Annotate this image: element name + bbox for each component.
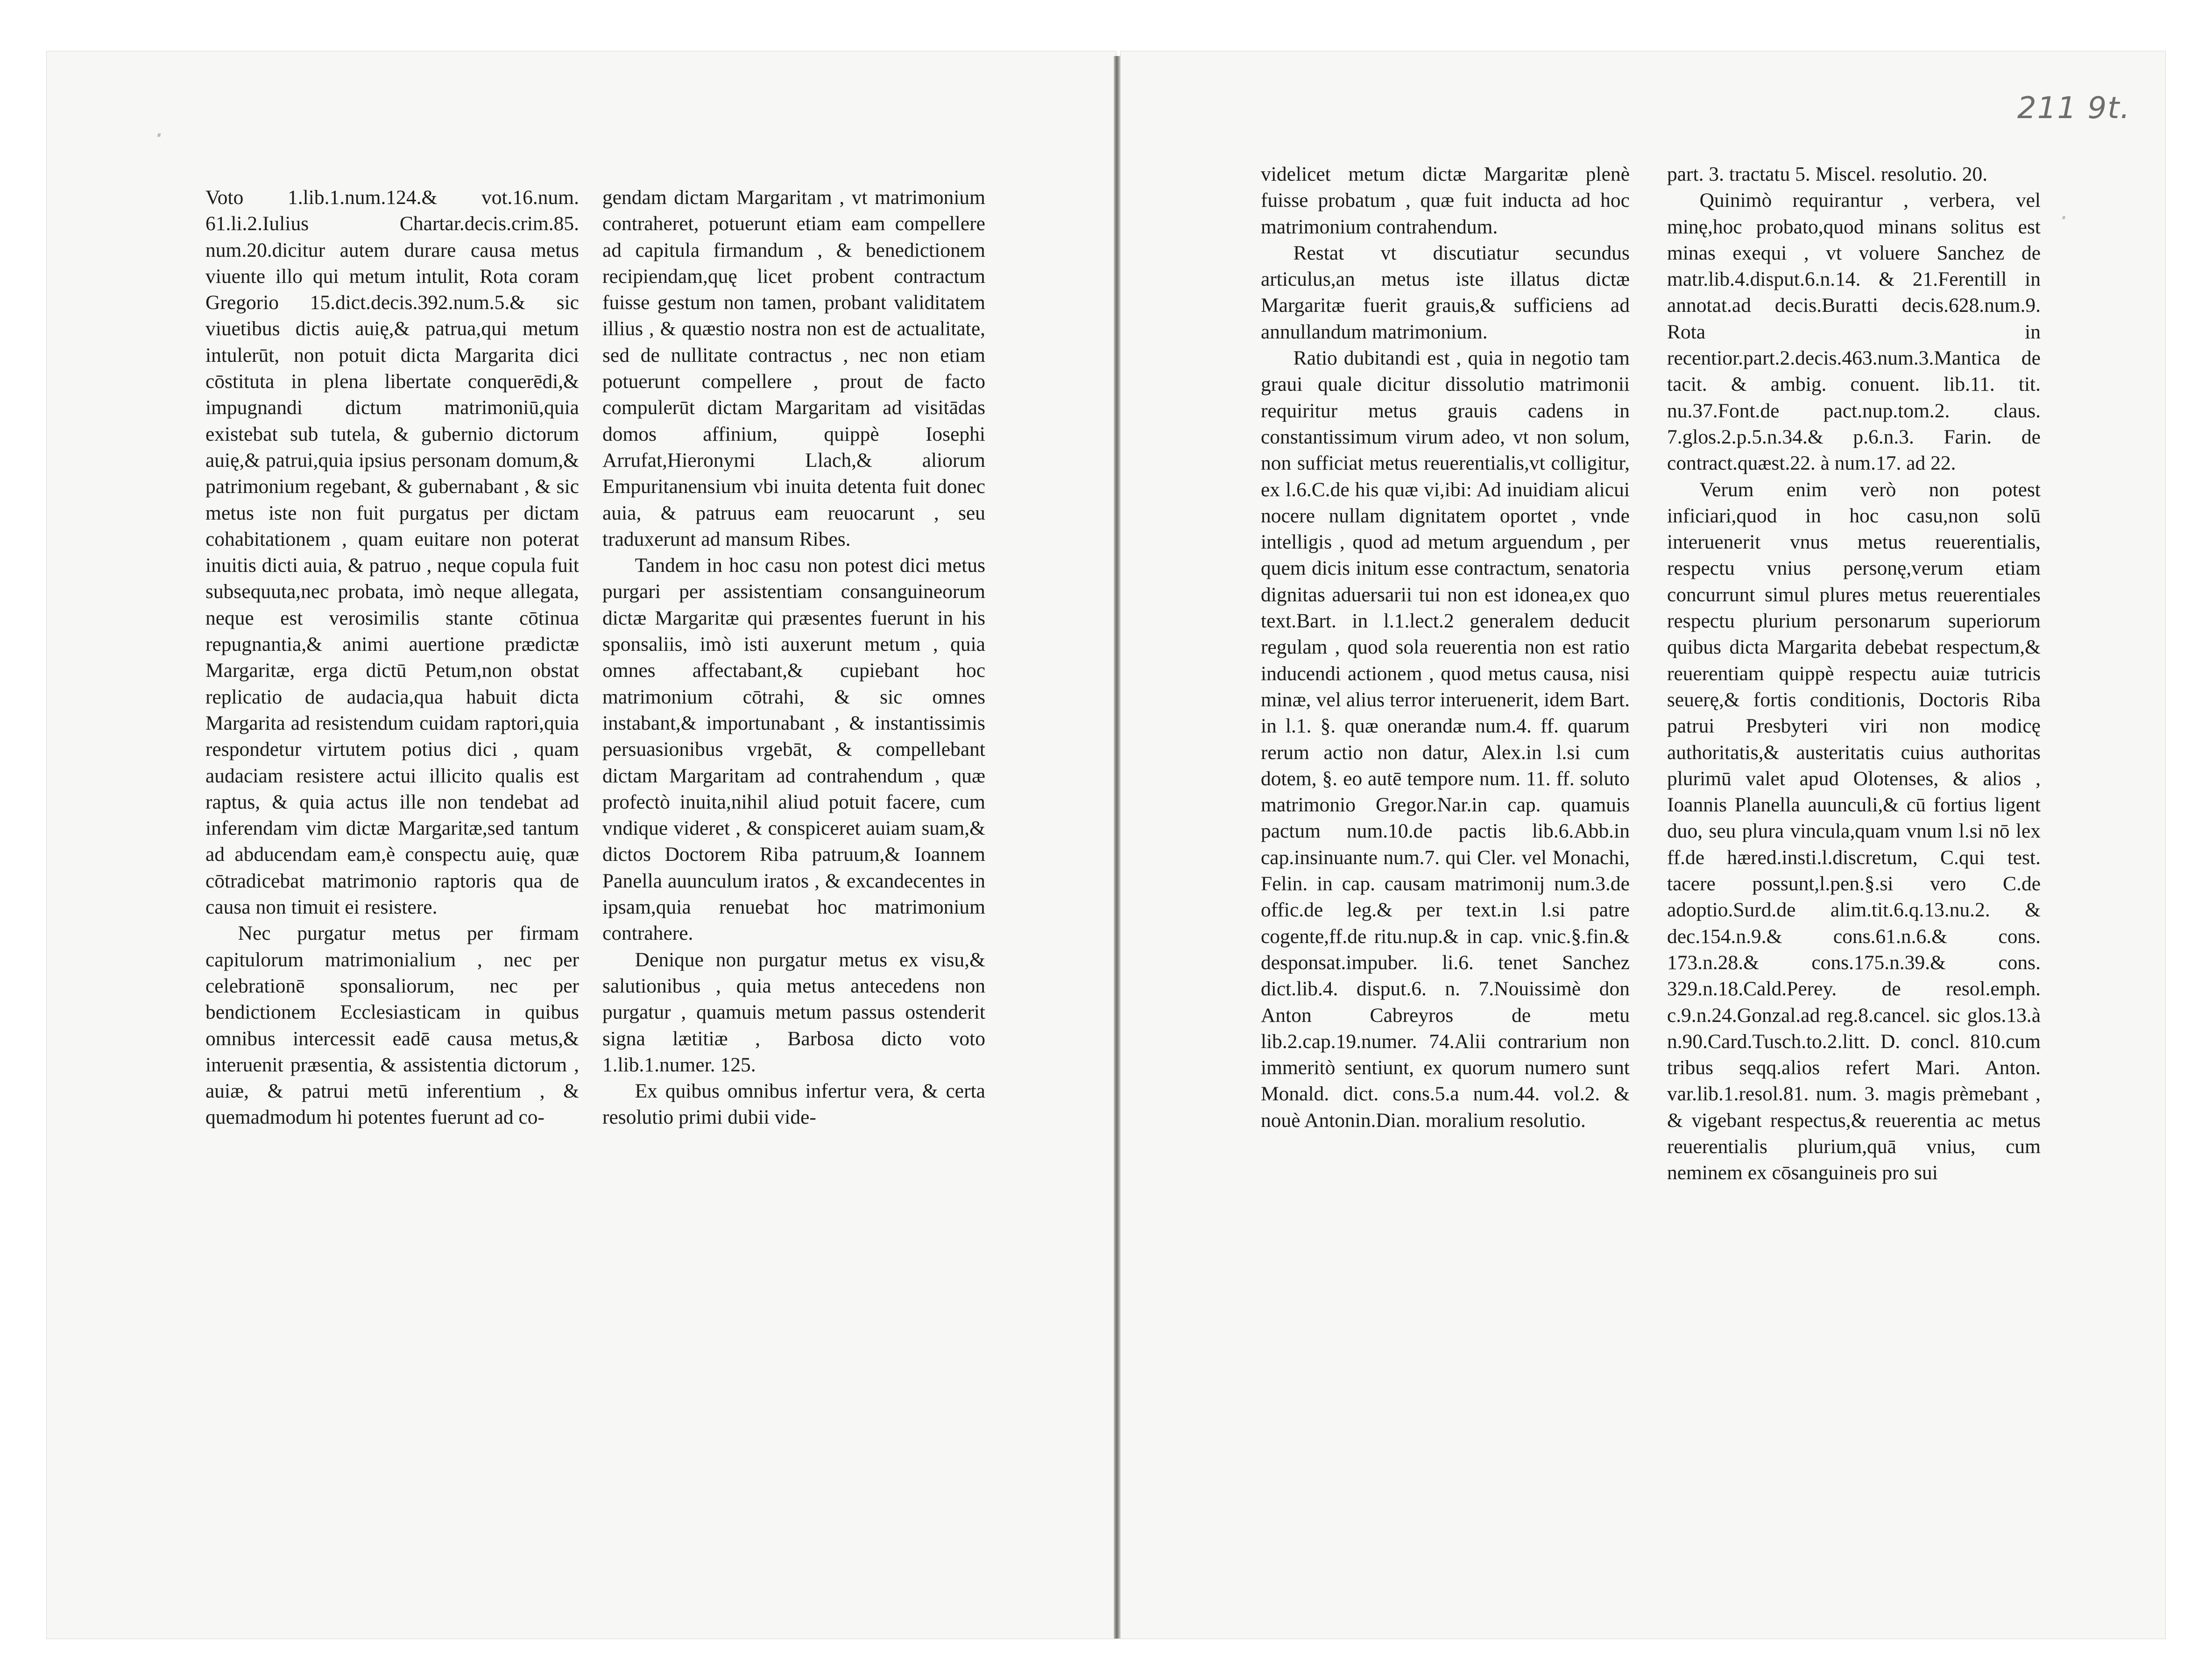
paragraph: Denique non purgatur metus ex visu,& salutionibus , quia metus antecedens non purgatur , quamuis metum passus ostenderit signa lætitiæ , Barbosa dicto voto 1.lib.1.numer. 125.: [602, 948, 985, 1076]
paragraph: Nec purgatur metus per firmam capitulorum matrimonialium , nec per celebrationē sponsaliorum, nec per bendictionem Ecclesiasticam in quibus omnibus intercessit eadē causa metus,& interuenit præsentia, & assistentia dictorum , auiæ, & patrui metū inferentium , & quemadmodum hi potentes fuerunt ad co-: [205, 922, 579, 1129]
folio-number: 211 9t.: [2017, 91, 2131, 126]
pencil-mark: ·: [2059, 203, 2068, 232]
paragraph: part. 3. tractatu 5. Miscel. resolutio. 20.: [1667, 163, 1988, 185]
pencil-mark: ·: [154, 119, 163, 152]
paragraph: Tandem in hoc casu non potest dici metus purgari per assistentiam consanguineorum dictæ Margaritæ qui præsentes fuerunt in his sponsaliis, imò isti auxerunt metum , quia omnes affectabant,& cupiebant hoc matrimonium cōtrahi, & sic omnes instabant,& importunabant , & instantissimis persuasionibus vrgebāt, & compellebant dictam Margaritam ad contrahendum , quæ profectò inuita,nihil aliud potuit facere, cum vndique videret , & conspiceret auiam suam,& dictos Doctorem Riba patruum,& Ioannem Panella auunculum iratos , & excandecentes in ipsam,quia renuebat hoc matrimonium contrahere.: [602, 554, 985, 945]
paragraph: Verum enim verò non potest inficiari,quod in hoc casu,non solū interuenerit vnus metus reuerentialis, respectu vnius personę,verum etiam concurrunt simul plures metus reuerentiales respectu plurium personarum superiorum quibus dicta Margarita debebat respectum,& reuerentiam quippè respectu auiæ tutricis seuerę,& fortis conditionis, Doctoris Riba patrui Presbyteri viri non modicę authoritatis,& austeritatis cuius authoritas plurimū valet apud Olotenses, & alios , Ioannis Planella auunculi,& cū fortius ligent duo, seu plura vincula,quam vnum l.si nō lex ff.de hæred.insti.l.discretum, C.qui test. tacere possunt,l.pen.§.si vero C.de adoptio.Surd.de alim.tit.6.q.13.nu.2. & dec.154.n.9.& cons.61.n.6.& cons. 173.n.28.& cons.175.n.39.& cons. 329.n.18.Cald.Perey. de resol.emph. c.9.n.24.Gonzal.ad reg.8.cancel. sic glos.13.à n.90.Card.Tusch.to.2.litt. D. concl. 810.cum tribus seqq.alios refert Mari. Anton. var.lib.1.resol.81. num. 3. magis prèmebant , & vigebant respectus,& reuerentia ac metus reuerentialis plurium,quā vnius, cum neminem ex cōsanguineis pro sui: [1667, 478, 2041, 1184]
paragraph: Restat vt discutiatur secundus articulus,an metus iste illatus dictæ Margaritæ fuerit grauis,& sufficiens ad annullandum matrimonium.: [1261, 241, 1630, 343]
paragraph: Voto 1.lib.1.num.124.& vot.16.num. 61.li.2.Iulius Chartar.decis.crim.85. num.20.dicitur autem durare causa metus viuente illo qui metum intulit, Rota coram Gregorio 15.dict.decis.392.num.5.& sic viuetibus dictis auię,& patrua,qui metum intulerūt, non potuit dicta Margarita dici cōstituta in plena libertate conquerēdi,& impugnandi dictum matrimoniū,quia existebat sub tutela, & gubernio dictorum auię,& patrui,quia ipsius personam domum,& patrimonium regebant, & gubernabant , & sic metus iste non fuit purgatus per dictam cohabitationem , quam euitare non poterat inuitis dicti auia, & patruo , neque copula fuit subsequuta,nec probata, imò neque allegata, neque est verosimilis stante cōtinua repugnantia,& animi auertione prædictæ Margaritæ, erga dictū Petum,non obstat replicatio de audacia,qua habuit dicta Margarita ad resistendum cuidam raptori,quia respondetur virtutem potius dici , quam audaciam resistere actui illicito qualis est raptus, & quia actus ille non tendebat ad inferendam vim dictæ Margaritæ,sed tantum ad abducendam eam,è conspectu auię, quæ cōtradicebat matrimonio raptoris qua de causa non timuit ei resistere.: [205, 186, 579, 919]
left-page-column-2: [602, 184, 985, 1436]
book-gutter: [1114, 56, 1120, 1639]
paragraph: Quinimò requirantur , verbera, vel minę,hoc probato,quod minans solitus est minas exequi , vt voluere Sanchez de matr.lib.4.disput.6.n.14. & 21.Ferentill in annotat.ad decis.Buratti decis.628.num.9. Rota in recentior.part.2.decis.463.num.3.Mantica de tacit. & ambig. conuent. lib.11. tit. nu.37.Font.de pact.nup.tom.2. claus. 7.glos.2.p.5.n.34.& p.6.n.3. Farin. de contract.quæst.22. à num.17. ad 22.: [1667, 189, 2041, 475]
right-page-column-2: [1667, 161, 2041, 1384]
right-page-column-1: [1261, 161, 1630, 1384]
paragraph: videlicet metum dictæ Margaritæ plenè fuisse probatum , quæ fuit inducta ad hoc matrimonium contrahendum.: [1261, 163, 1630, 238]
paragraph: gendam dictam Margaritam , vt matrimonium contraheret, potuerunt etiam eam compellere ad capitula firmandum , & benedictionem recipiendam,quę licet probent contractum fuisse gestum non tamen, probant validitatem illius , & quæstio nostra non est de actualitate, sed de nullitate contractus , nec non etiam potuerunt compellere , prout de facto compulerūt dictam Margaritam ad visitādas domos affinium, quippè Iosephi Arrufat,Hieronymi Llach,& aliorum Empuritanensium vbi inuita detenta fuit donec auia, & patruus eam reuocarunt , seu traduxerunt ad mansum Ribes.: [602, 186, 985, 550]
left-page-column-1: [205, 184, 579, 1436]
paragraph: Ratio dubitandi est , quia in negotio tam graui quale dicitur dissolutio matrimonii requiritur metus grauis cadens in constantissimum virum adeo, vt non solum, non sufficiat metus reuerentialis,vt colligitur, ex l.6.C.de his quæ vi,ibi: Ad inuidiam alicui nocere nullam dignitatem oportet , vnde intelligis , quod ad metum arguendum , per quem dicis initum esse contractum, senatoria dignitas aduersarii tui non est idonea,ex quo text.Bart. in l.1.lect.2 generalem deducit regulam , quod sola reuerentia non est ratio inducendi actionem , quod metus causa, nisi minæ, vel alius terror interuenerit, idem Bart. in l.1. §. quæ onerandæ num.4. ff. quarum rerum actio non datur, Alex.in l.si cum dotem, §. eo autē tempore num. 11. ff. soluto matrimonio Gregor.Nar.in cap. quamuis pactum num.10.de pactis lib.6.Abb.in cap.insinuante num.7. qui Cler. vel Monachi, Felin. in cap. causam matrimonij num.3.de offic.de leg.& per text.in l.si patre cogente,ff.de ritu.nup.& in cap. vnic.§.fin.& desponsat.impuber. li.6. tenet Sanchez dict.lib.4. disput.6. n. 7.Nouissimè don Anton Cabreyros de metu lib.2.cap.19.numer. 74.Alii contrarium non immeritò sentiunt, ex quorum numero sunt Monald. dict. cons.5.a num.44. vol.2. & nouè Antonin.Dian. moralium resolutio.: [1261, 347, 1630, 1132]
paragraph: Ex quibus omnibus infertur vera, & certa resolutio primi dubii vide-: [602, 1080, 985, 1129]
